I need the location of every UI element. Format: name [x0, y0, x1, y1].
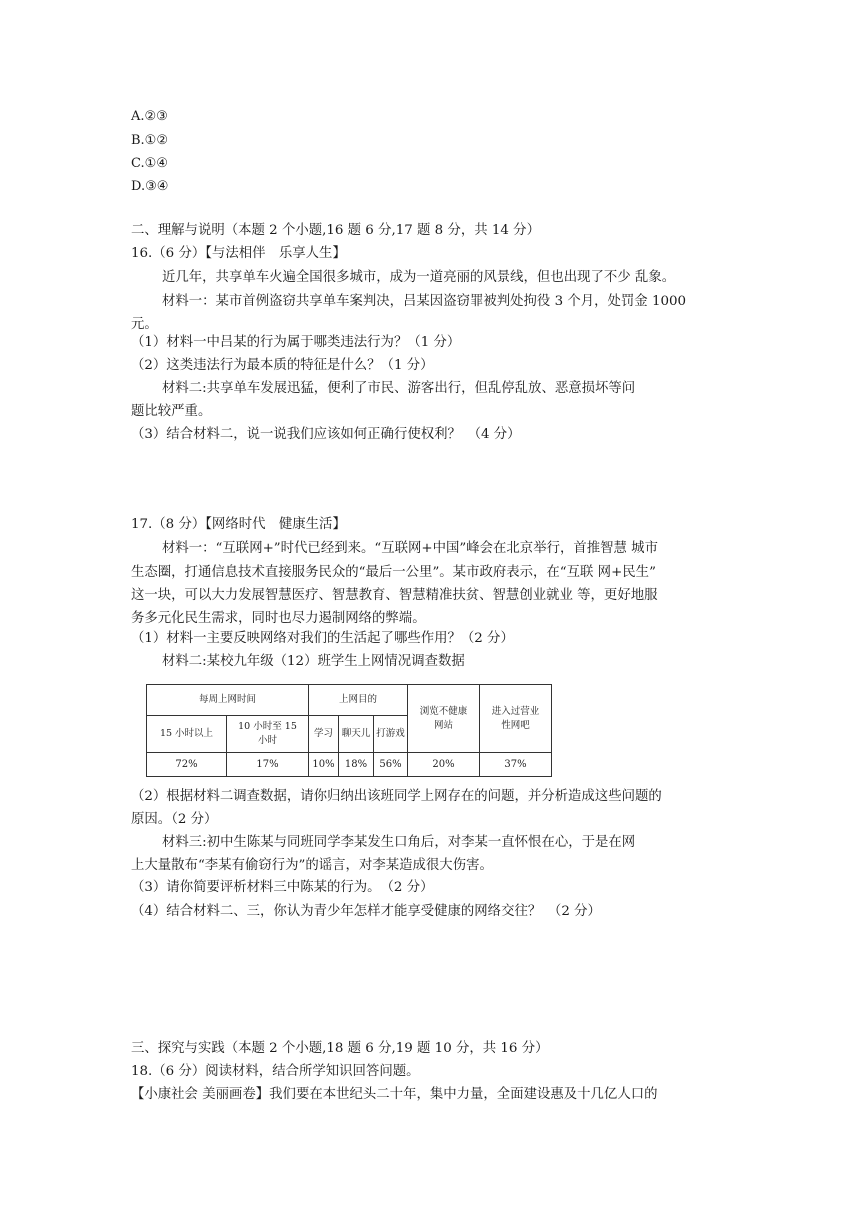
q17-sub2-line1: （2）根据材料二调查数据，请你归纳出该班同学上网存在的问题，并分析造成这些问题的	[131, 789, 662, 804]
q17-sub3: （3）请你简要评析材料三中陈某的行为。 （2 分）	[131, 880, 434, 895]
q18-text: 【小康社会 美丽画卷】我们要在本世纪头二十年，集中力量，全面建设惠及十几亿人口的	[131, 1087, 658, 1102]
value-game: 56%	[374, 753, 408, 777]
q16-title: 16.（6 分）【与法相伴 乐享人生】	[131, 246, 346, 261]
q17-material1-line3: 这一块，可以大力发展智慧医疗、智慧教育、智慧精准扶贫、智慧创业就业 等，更好地服	[131, 588, 658, 603]
subheader-10-15h: 10 小时至 15 小时	[227, 716, 309, 753]
option-d: D.③④	[131, 179, 169, 194]
q17-title: 17.（8 分）【网络时代 健康生活】	[131, 517, 346, 532]
q16-sub3: （3）结合材料二，说一说我们应该如何正确行使权利？ （4 分）	[131, 427, 521, 442]
q16-intro: 近几年，共享单车火遍全国很多城市，成为一道亮丽的风景线，但也出现了不少 乱象。	[162, 270, 676, 285]
q16-material2-line1: 材料二:共享单车发展迅猛，便利了市民、游客出行，但乱停乱放、恶意损坏等问	[162, 381, 636, 396]
q17-material2: 材料二:某校九年级（12）班学生上网情况调查数据	[162, 654, 465, 669]
q17-material3-line1: 材料三:初中生陈某与同班同学李某发生口角后，对李某一直怀恨在心，于是在网	[162, 835, 636, 850]
option-c: C.①④	[131, 156, 168, 171]
q17-sub1: （1）材料一主要反映网络对我们的生活起了哪些作用？（2 分）	[131, 631, 514, 646]
value-over-15h: 72%	[147, 753, 227, 777]
q17-sub2-line2: 原因。（2 分）	[131, 812, 218, 827]
q16-material1-line2: 元。	[131, 317, 158, 332]
value-internet-cafe: 37%	[480, 753, 552, 777]
value-chat: 18%	[339, 753, 374, 777]
value-study: 10%	[309, 753, 339, 777]
header-internet-cafe: 进入过营业 性网吧	[480, 685, 552, 753]
subheader-chat: 聊天儿	[339, 716, 374, 753]
q16-material1-line1: 材料一：某市首例盗窃共享单车案判决，吕某因盗窃罪被判处拘役 3 个月，处罚金 1000	[162, 294, 687, 309]
value-10-15h: 17%	[227, 753, 309, 777]
header-weekly-time: 每周上网时间	[147, 685, 309, 716]
q18-title: 18.（6 分）阅读材料，结合所学知识回答问题。	[131, 1064, 420, 1079]
section-2-heading: 二、理解与说明（本题 2 个小题,16 题 6 分,17 题 8 分，共 14 分）	[131, 223, 540, 238]
q17-material1-line1: 材料一：“互联网+”时代已经到来。“互联网+中国”峰会在北京举行，首推智慧 城市	[162, 541, 658, 556]
q17-material3-line2: 上大量散布“李某有偷窃行为”的谣言，对李某造成很大伤害。	[131, 858, 493, 873]
subheader-study: 学习	[309, 716, 339, 753]
q16-sub2: （2）这类违法行为最本质的特征是什么？（1 分）	[131, 358, 434, 373]
q17-material1-line4: 务多元化民生需求，同时也尽力遏制网络的弊端。	[131, 611, 426, 626]
value-unhealthy-sites: 20%	[408, 753, 480, 777]
q16-material2-line2: 题比较严重。	[131, 404, 212, 419]
subheader-over-15h: 15 小时以上	[147, 716, 227, 753]
survey-table	[146, 684, 552, 777]
q17-material1-line2: 生态圈，打通信息技术直接服务民众的“最后一公里”。某市政府表示，在“互联 网+民生”	[131, 565, 656, 580]
q16-sub1: （1）材料一中吕某的行为属于哪类违法行为？（1 分）	[131, 335, 461, 350]
option-a: A.②③	[131, 109, 168, 124]
q17-sub4: （4）结合材料二、三，你认为青少年怎样才能享受健康的网络交往？ （2 分）	[131, 904, 601, 919]
header-unhealthy-sites: 浏览不健康 网站	[408, 685, 480, 753]
header-purpose: 上网目的	[309, 685, 408, 716]
option-b: B.①②	[131, 133, 168, 148]
section-3-heading: 三、探究与实践（本题 2 个小题,18 题 6 分,19 题 10 分，共 16 分）	[131, 1041, 549, 1056]
subheader-game: 打游戏	[374, 716, 408, 753]
